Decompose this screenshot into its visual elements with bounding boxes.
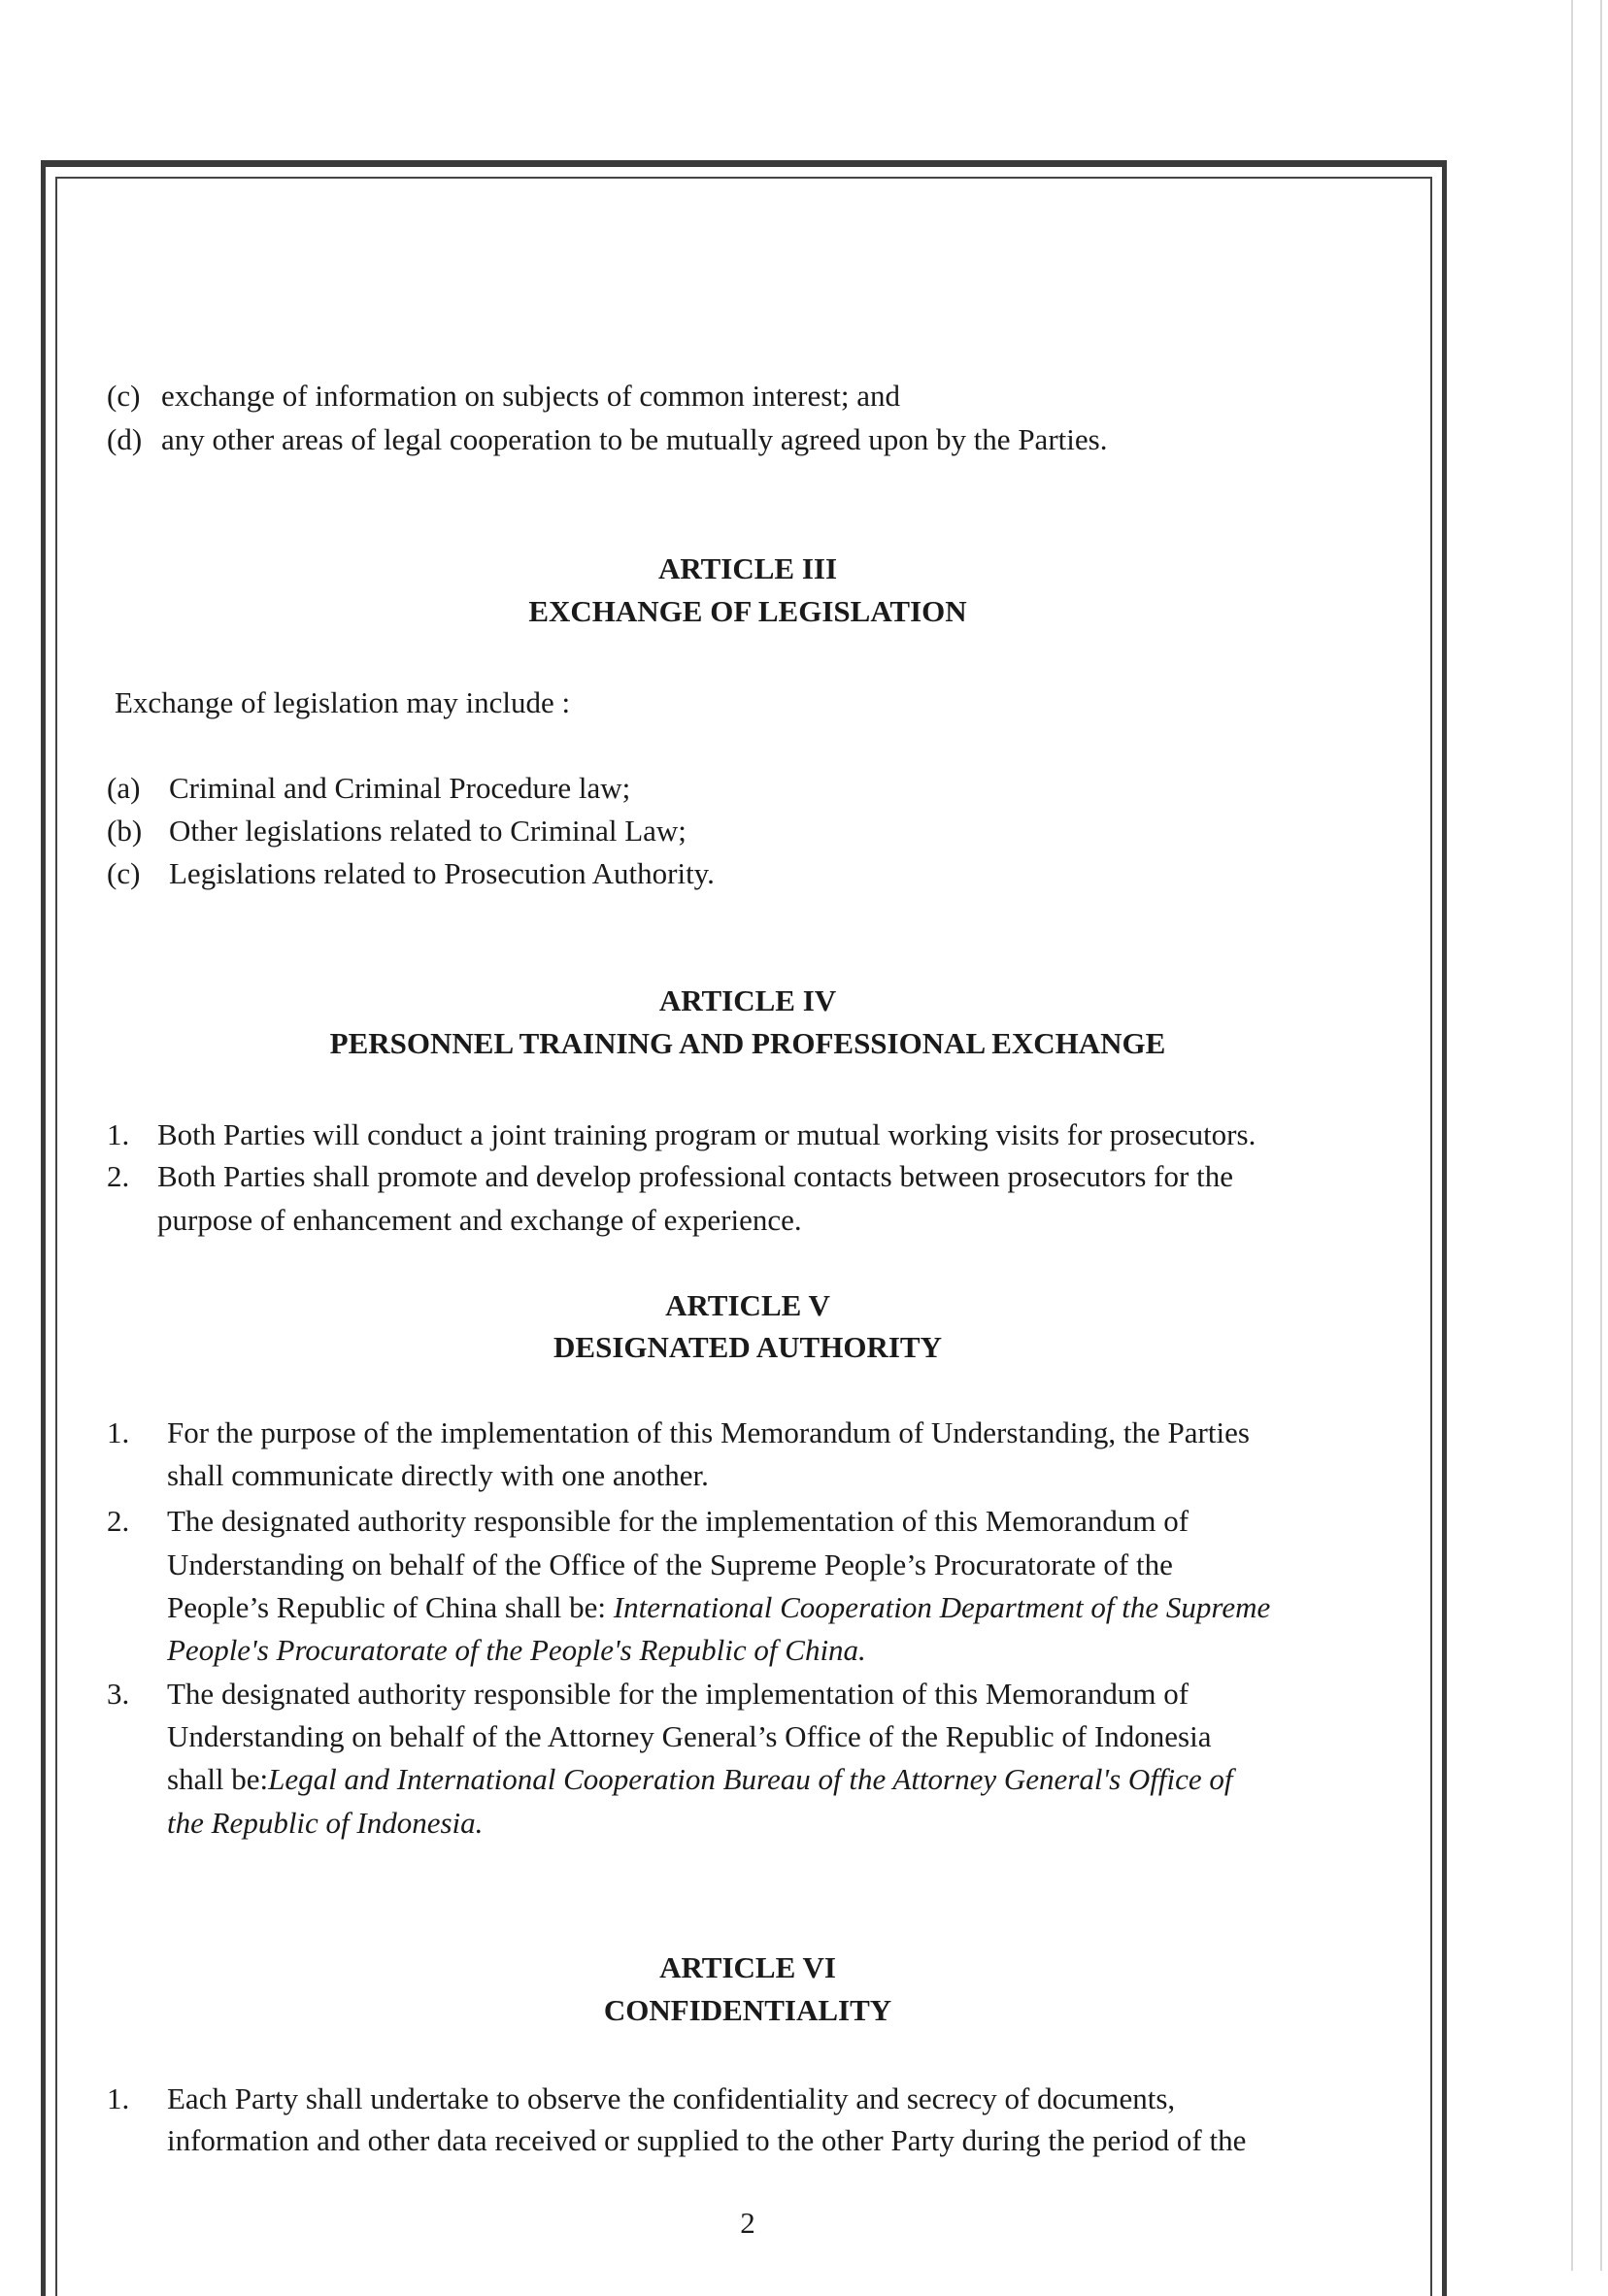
list-marker: (a) (107, 771, 141, 805)
italic-text: Legal and International Cooperation Bureau of the Attorney General's Office of (268, 1762, 1233, 1796)
list-marker: 3. (107, 1677, 130, 1711)
list-item-text: Each Party shall undertake to observe the confidentiality and secrecy of documents, (167, 2081, 1176, 2115)
list-item-text: The designated authority responsible for the implementation of this Memorandum of (167, 1504, 1189, 1538)
list-item-text: Legislations related to Prosecution Authority. (169, 856, 715, 890)
list-item-text: the Republic of Indonesia. (167, 1806, 484, 1840)
list-item-text: shall communicate directly with one another. (167, 1458, 709, 1492)
list-item-text: Understanding on behalf of the Office of the Supreme People’s Procuratorate of the (167, 1547, 1173, 1581)
list-marker: (b) (107, 814, 143, 848)
article-5-title: ARTICLE V (665, 1288, 830, 1322)
list-marker: (d) (107, 422, 143, 456)
article-6-title: ARTICLE VI (659, 1950, 836, 1984)
list-marker: 2. (107, 1504, 130, 1538)
article-3-title: ARTICLE III (657, 551, 838, 585)
list-item-text: For the purpose of the implementation of this Memorandum of Understanding, the Parties (167, 1415, 1250, 1449)
list-item-text: exchange of information on subjects of common interest; and (161, 379, 901, 413)
list-item-text: People's Procuratorate of the People's Republic of China. (167, 1633, 866, 1667)
article-3-intro: Exchange of legislation may include : (115, 685, 571, 719)
list-item-text: information and other data received or supplied to the other Party during the period of the (167, 2123, 1247, 2157)
list-item-text: Both Parties shall promote and develop professional contacts between prosecutors for the (157, 1159, 1233, 1193)
list-item-text: Both Parties will conduct a joint training program or mutual working visits for prosecutors. (157, 1117, 1256, 1151)
list-marker: (c) (107, 856, 141, 890)
article-4-title: ARTICLE IV (658, 983, 837, 1017)
plain-text: People’s Republic of China shall be: (167, 1590, 614, 1624)
list-item-text (167, 1760, 1233, 1799)
list-item-text (167, 1588, 1270, 1627)
article-3-subtitle: EXCHANGE OF LEGISLATION (528, 594, 967, 628)
list-marker: 1. (107, 1415, 130, 1449)
list-item-text: purpose of enhancement and exchange of experience. (157, 1203, 802, 1237)
italic-text: International Cooperation Department of the Supreme (613, 1590, 1271, 1624)
article-6-subtitle: CONFIDENTIALITY (603, 1993, 892, 2027)
article-4-subtitle: PERSONNEL TRAINING AND PROFESSIONAL EXCHANGE (329, 1026, 1166, 1060)
page-number: 2 (740, 2206, 755, 2240)
list-marker: (c) (107, 379, 141, 413)
article-5-subtitle: DESIGNATED AUTHORITY (553, 1330, 942, 1364)
plain-text: shall be: (167, 1762, 269, 1796)
list-marker: 1. (107, 1117, 130, 1151)
list-item-text: Criminal and Criminal Procedure law; (169, 771, 631, 805)
list-item-text: any other areas of legal cooperation to be mutually agreed upon by the Parties. (161, 422, 1108, 456)
list-marker: 2. (107, 1159, 130, 1193)
list-item-text: The designated authority responsible for the implementation of this Memorandum of (167, 1677, 1189, 1711)
list-marker: 1. (107, 2081, 130, 2115)
list-item-text: Other legislations related to Criminal Law; (169, 814, 687, 848)
list-item-text: Understanding on behalf of the Attorney General’s Office of the Republic of Indonesia (167, 1719, 1212, 1753)
